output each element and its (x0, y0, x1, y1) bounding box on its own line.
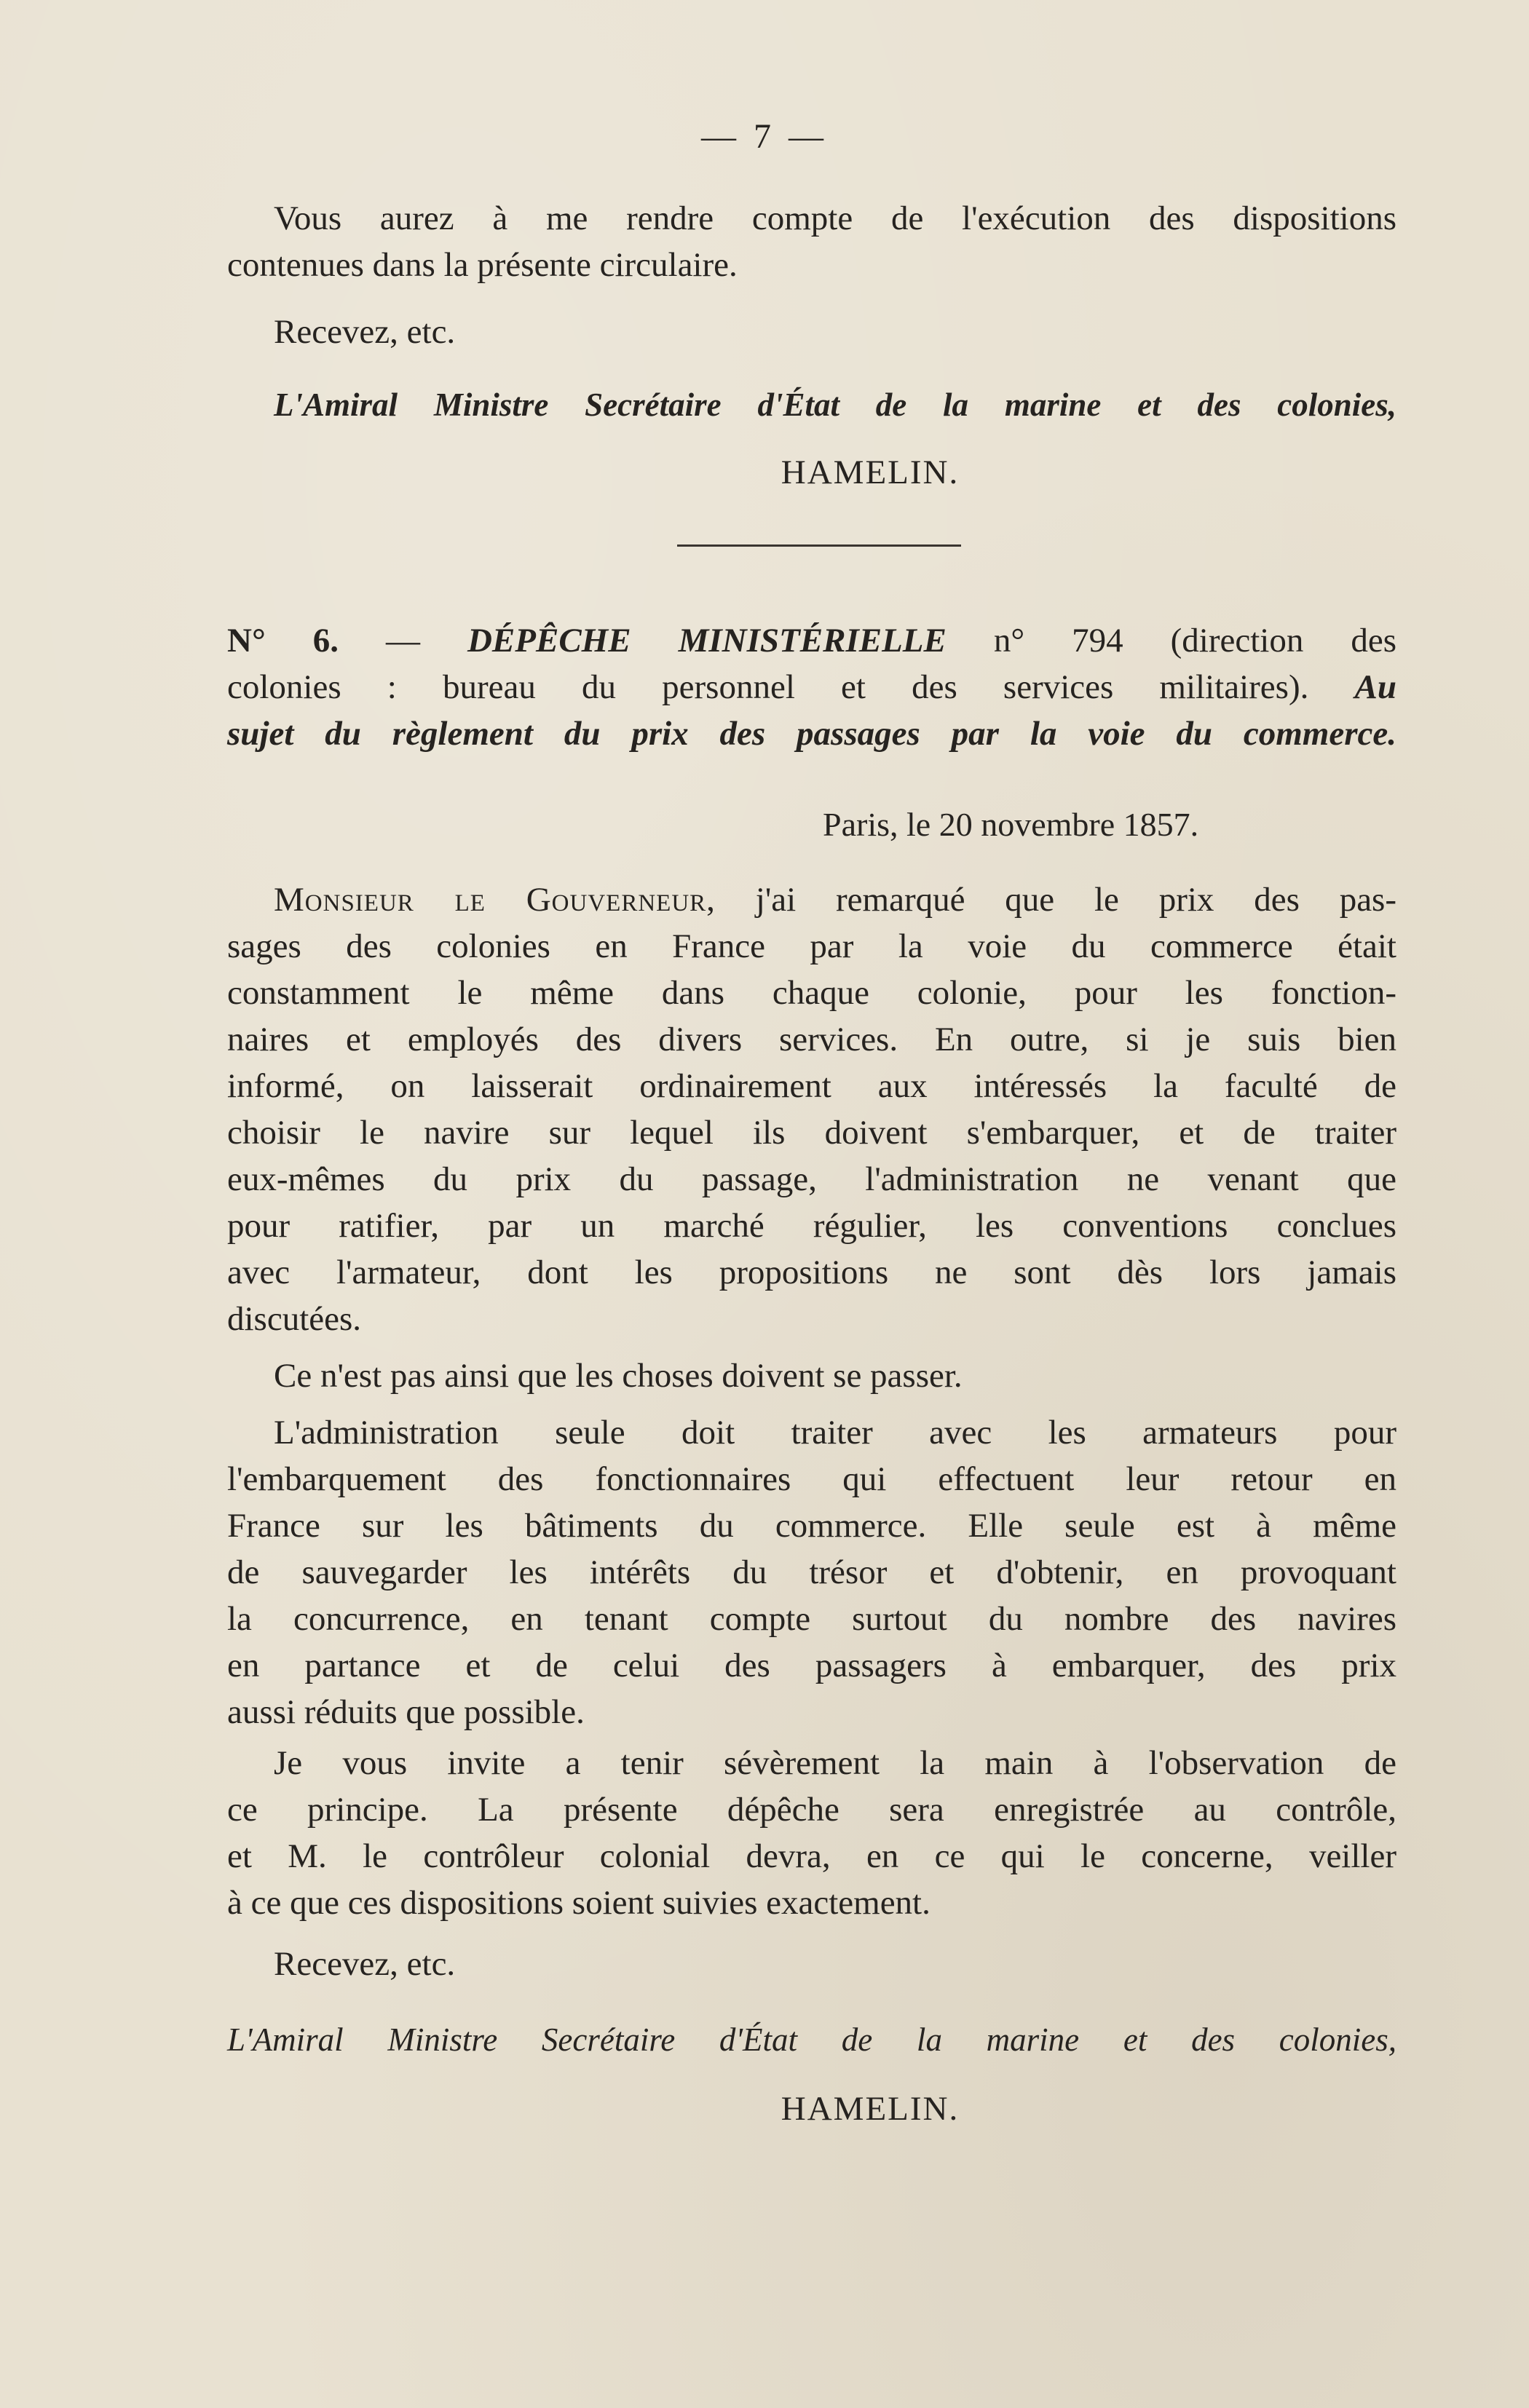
section-divider (677, 544, 961, 547)
text-line: choisir le navire sur lequel ils doivent s'embarquer, et de traiter (227, 1114, 1396, 1152)
text-line: eux-mêmes du prix du passage, l'administration ne venant que (227, 1160, 1396, 1198)
text-line: pour ratifier, par un marché régulier, les conventions conclues (227, 1207, 1396, 1245)
text-line: Recevez, etc. (274, 313, 456, 351)
text-line (227, 876, 1396, 923)
heading-text: colonies : bureau du personnel et des services militaires). (227, 668, 1309, 706)
text-line: L'Amiral Ministre Secrétaire d'État de la marine et des colonies, (274, 387, 1396, 423)
text-line: constamment le même dans chaque colonie, pour les fonction- (227, 974, 1396, 1012)
heading-line (227, 664, 1396, 710)
text-line: la concurrence, en tenant compte surtout du nombre des navires (227, 1600, 1396, 1638)
text-line: ce principe. La présente dépêche sera enregistrée au contrôle, (227, 1791, 1396, 1829)
signature-name: HAMELIN. (781, 454, 960, 491)
signature-title (227, 381, 1396, 428)
text-line: sages des colonies en France par la voie du commerce était (227, 927, 1396, 965)
dispatch-closing (227, 1941, 1396, 1987)
text-line: L'administration seule doit traiter avec les armateurs pour (274, 1414, 1396, 1451)
text-line: France sur les bâtiments du commerce. Elle seule est à même (227, 1507, 1396, 1545)
text-line: informé, on laisserait ordinairement aux intéressés la faculté de (227, 1067, 1396, 1105)
heading-line: sujet du règlement du prix des passages par la voie du commerce. (227, 715, 1396, 753)
paragraph-3 (227, 1409, 1396, 1735)
text-segment: j'ai remarqué que le prix des pas- (755, 881, 1396, 919)
heading-text: Au (1354, 668, 1397, 706)
page-number: — 7 — (701, 117, 828, 156)
heading-text: n° 794 (direction des (993, 622, 1396, 660)
text-line: L'Amiral Ministre Secrétaire d'État de la marine et des colonies, (227, 2021, 1396, 2058)
text-line: Je vous invite a tenir sévèrement la main à l'observation de (274, 1744, 1396, 1782)
text-line: contenues dans la présente circulaire. (227, 246, 738, 284)
heading-line (227, 617, 1396, 664)
text-line: et M. le contrôleur colonial devra, en ce qui le concerne, veiller (227, 1837, 1396, 1875)
text-line: de sauvegarder les intérêts du trésor et d'obtenir, en provoquant (227, 1553, 1396, 1591)
heading-dash: — (385, 622, 420, 660)
text-line: l'embarquement des fonctionnaires qui effectuent leur retour en (227, 1460, 1396, 1498)
text-line: en partance et de celui des passagers à embarquer, des prix (227, 1647, 1396, 1684)
dispatch-type: DÉPÊCHE MINISTÉRIELLE (467, 622, 947, 660)
text-line: Vous aurez à me rendre compte de l'exécution des dispositions (274, 199, 1396, 237)
closing-paragraph (227, 195, 1396, 288)
dispatch-signature-name: HAMELIN. (781, 2090, 960, 2128)
text-line: naires et employés des divers services. En outre, si je suis bien (227, 1021, 1396, 1058)
text-line: Recevez, etc. (274, 1945, 456, 1983)
paragraph-1 (227, 876, 1396, 1342)
text-line: Ce n'est pas ainsi que les choses doivent se passer. (274, 1357, 963, 1395)
text-line: discutées. (227, 1300, 362, 1338)
dispatch-signature-title (227, 2016, 1396, 2063)
text-line: aussi réduits que possible. (227, 1693, 585, 1731)
dispatch-heading (227, 617, 1396, 757)
text-line: avec l'armateur, dont les propositions ne sont dès lors jamais (227, 1253, 1396, 1291)
dateline: Paris, le 20 novembre 1857. (823, 806, 1199, 843)
dispatch-number: N° 6. (227, 622, 339, 660)
salutation: Monsieur le Gouverneur, (274, 881, 716, 919)
paragraph-2 (227, 1352, 1396, 1399)
paragraph-4 (227, 1740, 1396, 1926)
text-line: à ce que ces dispositions soient suivies exactement. (227, 1884, 931, 1922)
closing-formula (227, 309, 1396, 355)
